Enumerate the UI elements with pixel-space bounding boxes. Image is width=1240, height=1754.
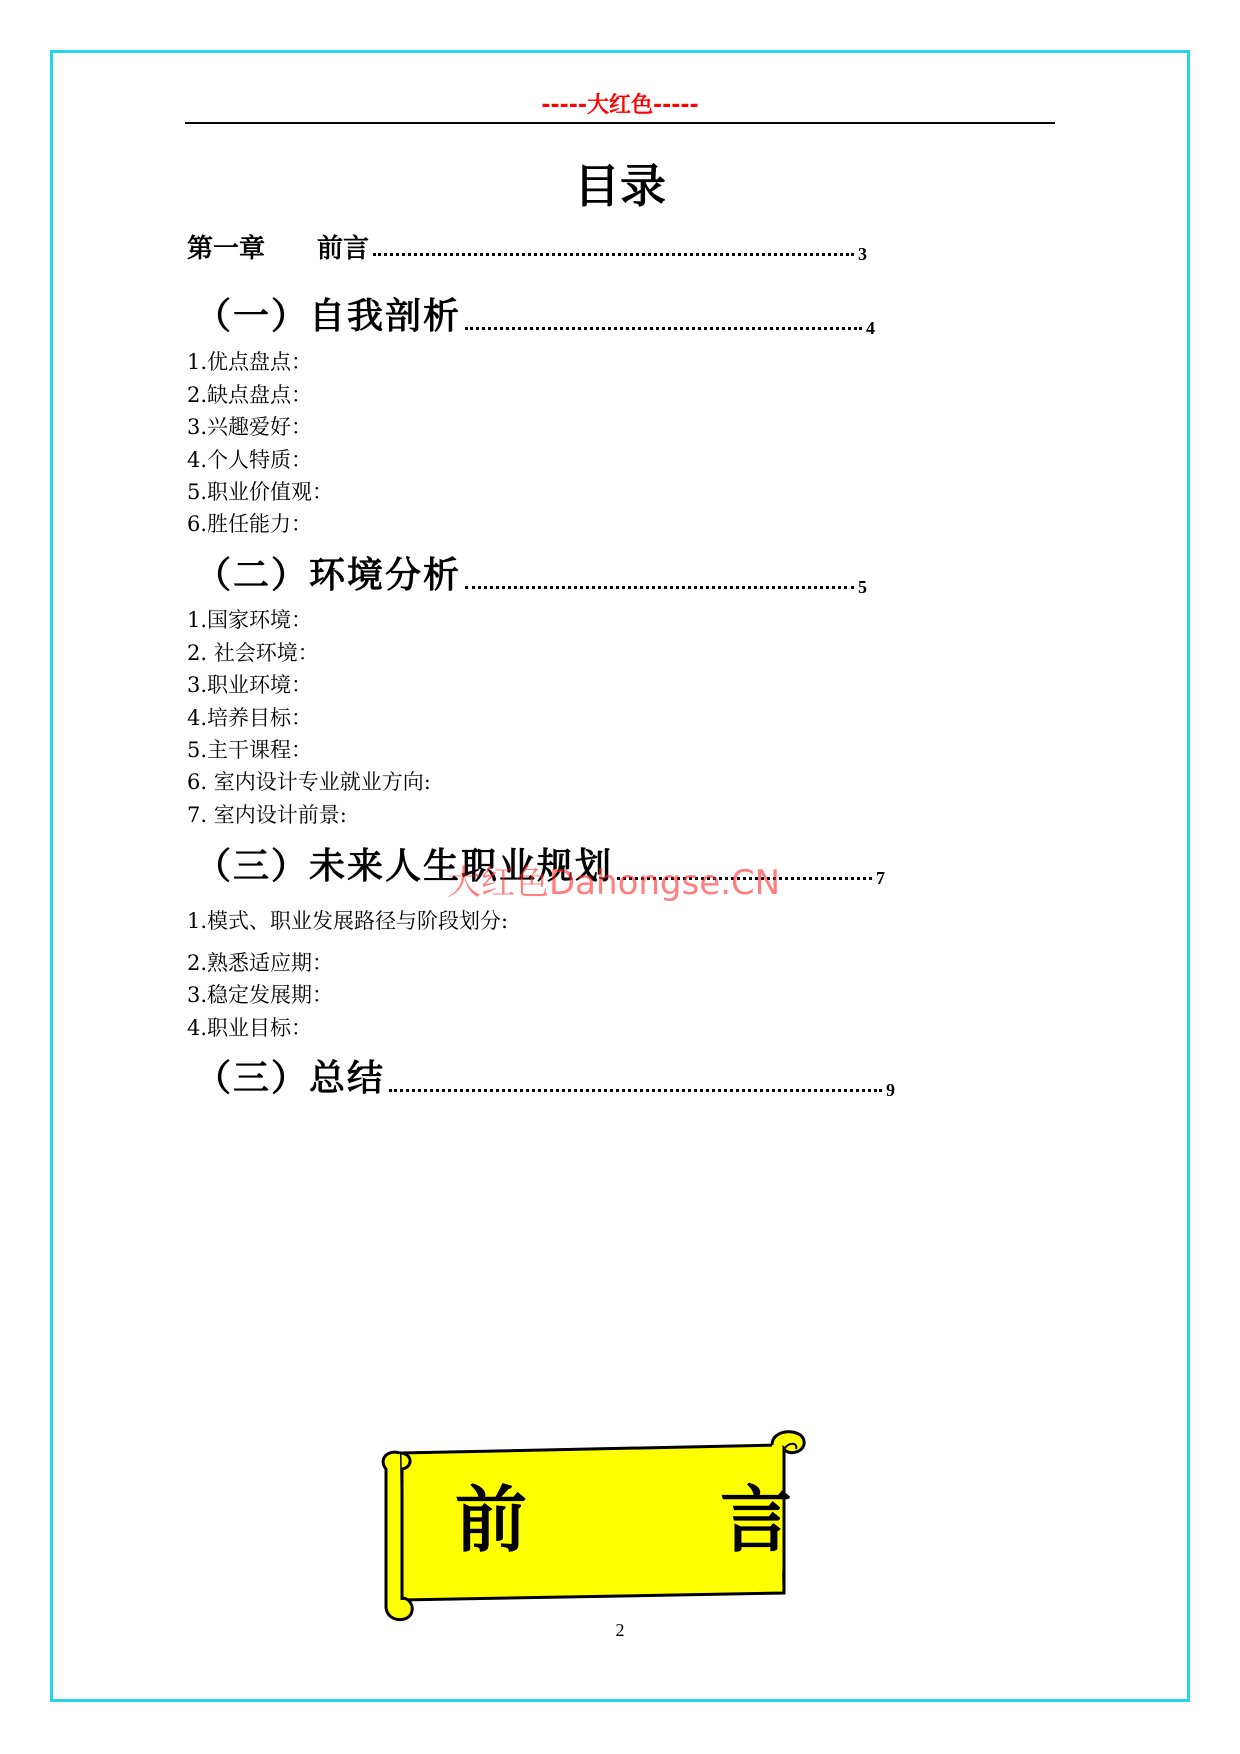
- toc-chapter-1[interactable]: [187, 228, 867, 265]
- banner-char-right: 言: [720, 1477, 793, 1562]
- toc-item[interactable]: 2.缺点盘点：: [187, 383, 313, 407]
- toc-leader-dots: [389, 1089, 882, 1092]
- toc-item[interactable]: 4.培养目标：: [187, 706, 313, 730]
- toc-item[interactable]: 6.胜任能力：: [187, 512, 313, 536]
- toc-section-1[interactable]: [195, 288, 875, 339]
- toc-item[interactable]: 1.模式、职业发展路径与阶段划分:: [187, 909, 509, 933]
- toc-page-number: 5: [858, 577, 867, 597]
- toc-section-label: （三）未来人生职业规划: [195, 846, 614, 887]
- watermark-text: 大红色Dahongse.CN: [447, 863, 781, 903]
- toc-item[interactable]: 2. 社会环境：: [187, 641, 319, 665]
- toc-leader-dots: [373, 253, 854, 256]
- header-rule: [185, 122, 1055, 124]
- toc-section-4[interactable]: [195, 1050, 895, 1101]
- toc-chapter-label: 第一章 前言: [187, 234, 370, 264]
- toc-item[interactable]: 3.兴趣爱好：: [187, 415, 313, 439]
- toc-item[interactable]: 1.优点盘点：: [187, 350, 313, 374]
- toc-item[interactable]: 4.个人特质：: [187, 448, 313, 472]
- toc-leader-dots: [465, 327, 862, 330]
- toc-item[interactable]: 1.国家环境：: [187, 608, 313, 632]
- toc-item[interactable]: 5.职业价值观：: [187, 480, 334, 504]
- toc-page-number: 9: [886, 1080, 895, 1100]
- toc-section-label: （二）环境分析: [195, 555, 462, 596]
- page-header: -----大红色-----: [541, 93, 699, 118]
- toc-title: 目录: [574, 159, 666, 213]
- toc-section-label: （三）总结: [195, 1058, 386, 1099]
- toc-item[interactable]: 7. 室内设计前景:: [187, 803, 347, 827]
- toc-item[interactable]: 2.熟悉适应期：: [187, 951, 334, 975]
- toc-page-number: 3: [858, 244, 867, 264]
- toc-section-2[interactable]: [195, 547, 867, 598]
- toc-item[interactable]: 3.稳定发展期：: [187, 983, 334, 1007]
- toc-item[interactable]: 3.职业环境：: [187, 673, 313, 697]
- toc-item[interactable]: 4.职业目标：: [187, 1016, 313, 1040]
- banner-char-left: 前: [455, 1477, 528, 1562]
- toc-section-label: （一）自我剖析: [195, 296, 462, 337]
- toc-item[interactable]: 6. 室内设计专业就业方向:: [187, 770, 431, 794]
- page-number: 2: [615, 1620, 625, 1640]
- toc-leader-dots: [465, 586, 854, 589]
- toc-page-number: 7: [876, 868, 885, 888]
- toc-item[interactable]: 5.主干课程：: [187, 738, 313, 762]
- toc-page-number: 4: [866, 318, 875, 338]
